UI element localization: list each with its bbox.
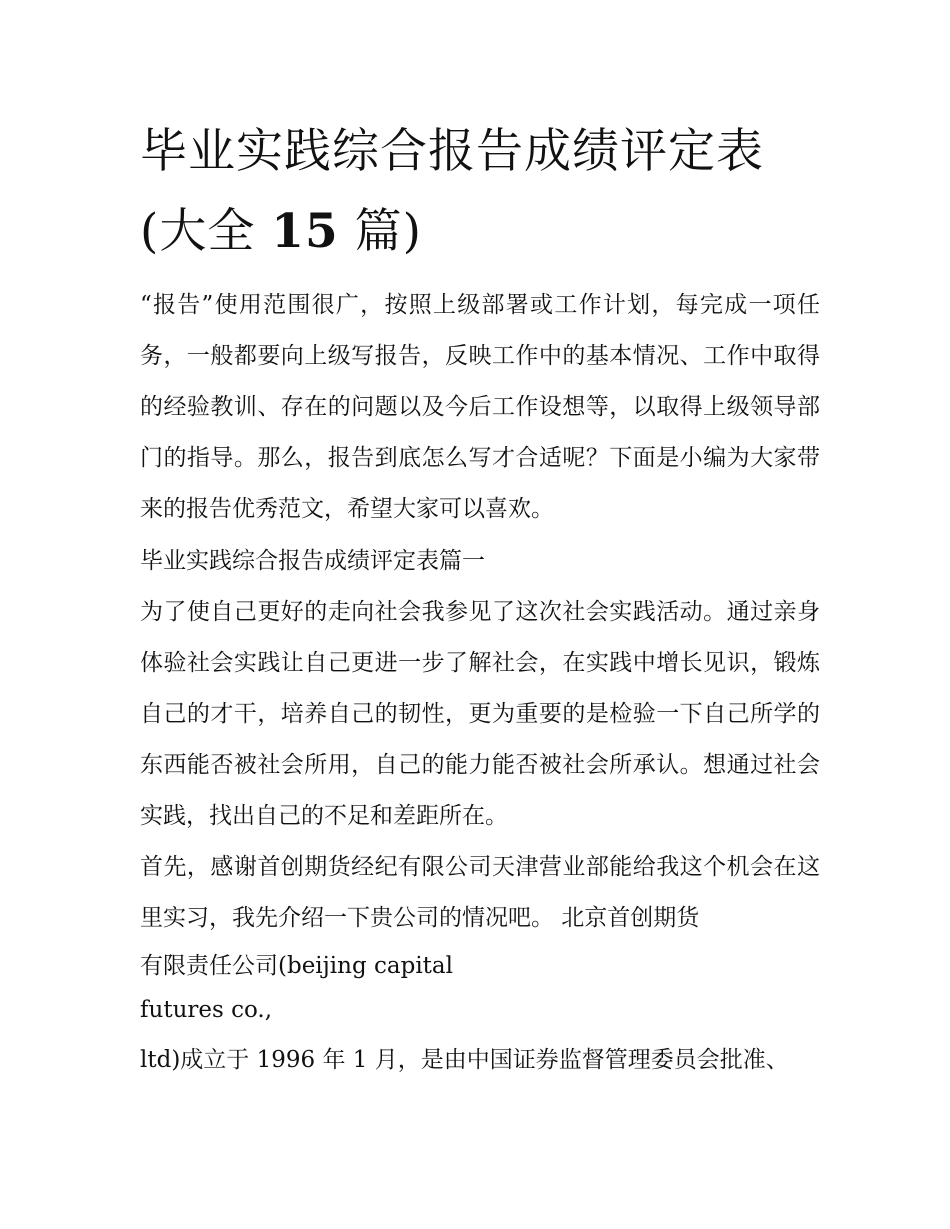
document-body (140, 280, 820, 1088)
body-line-futures: futures co., (140, 997, 273, 1023)
section-heading: 毕业实践综合报告成绩评定表篇一 (140, 548, 485, 574)
body-line-company: 有限责任公司(beijing capital (140, 953, 453, 979)
title-main: 毕业实践综合报告成绩评定表 (140, 124, 764, 179)
title-suffix-close: 篇) (338, 204, 422, 259)
body-line-ltd: ltd)成立于 1996 年 1 月，是由中国证券监督管理委员会批准、 (140, 1047, 789, 1073)
title-count: 15 (271, 204, 339, 259)
document-title (140, 112, 830, 272)
body-paragraph-1: 为了使自己更好的走向社会我参见了这次社会实践活动。通过亲身体验社会实践让自己更进一步了解社会，在实践中增长见识，锻炼自己的才干，培养自己的韧性，更为重要的是检验一下自己所学的东西能否被社会所用，自己的能力能否被社会所承认。想通过社会实践，找出自己的不足和差距所在。 (140, 599, 820, 829)
body-paragraph-2: 首先，感谢首创期货经纪有限公司天津营业部能给我这个机会在这里实习，我先介绍一下贵公司的情况吧。 北京首创期货 (140, 854, 820, 931)
intro-paragraph: “报告”使用范围很广，按照上级部署或工作计划，每完成一项任务，一般都要向上级写报告，反映工作中的基本情况、工作中取得的经验教训、存在的问题以及今后工作设想等，以取得上级领导部门的指导。那么，报告到底怎么写才合适呢？下面是小编为大家带来的报告优秀范文，希望大家可以喜欢。 (140, 292, 820, 522)
title-suffix-open: (大全 (140, 204, 272, 259)
